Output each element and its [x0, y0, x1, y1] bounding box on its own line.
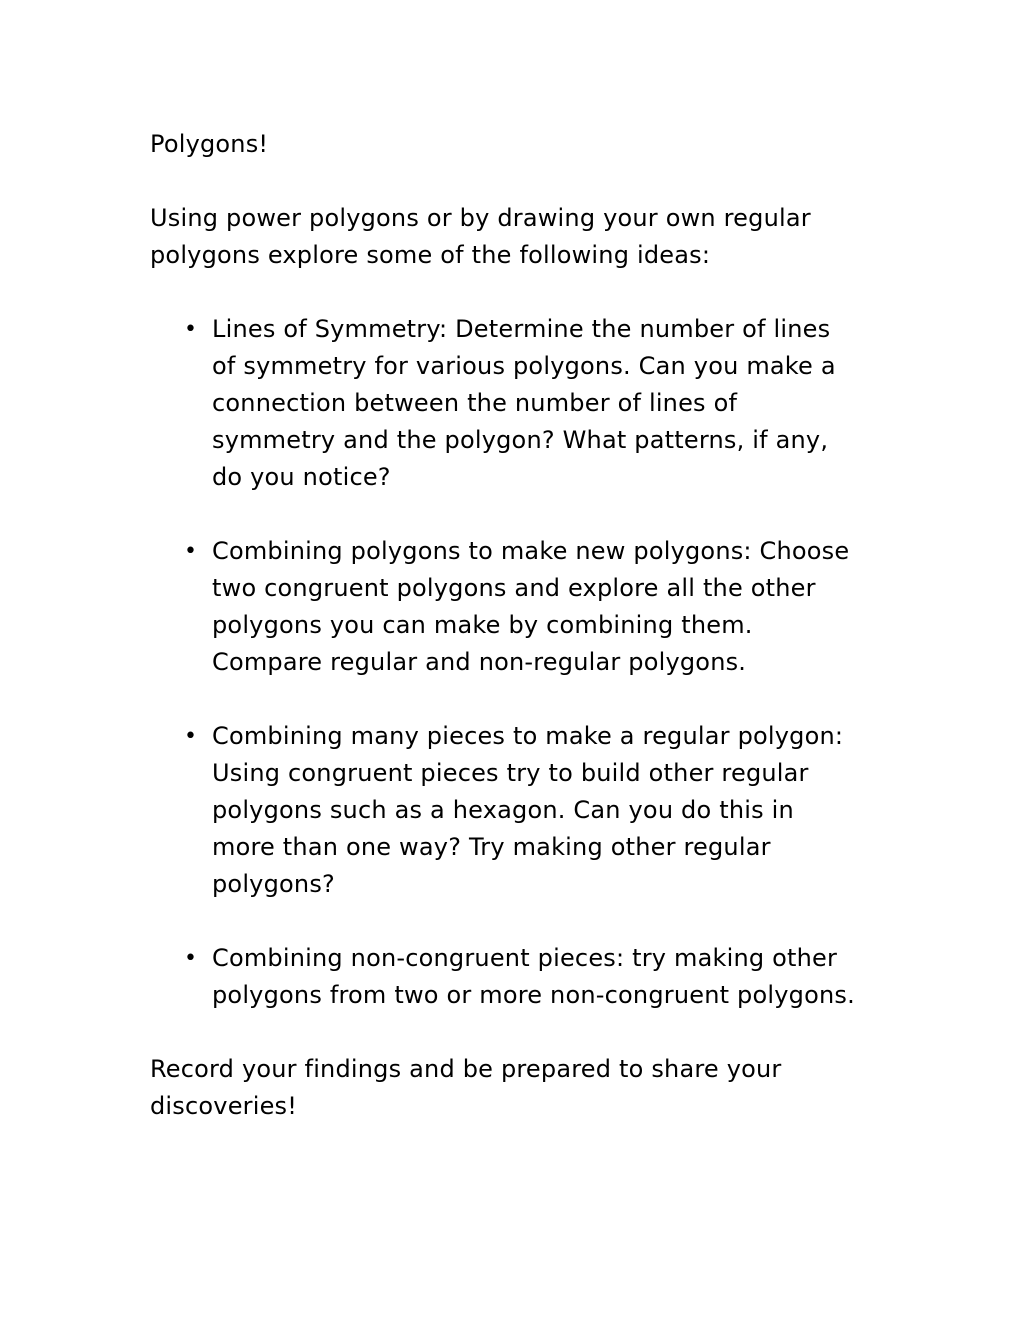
ideas-bullet-list — [184, 311, 870, 1014]
list-item — [184, 533, 859, 681]
bullet-icon: • — [184, 946, 198, 971]
bullet-icon: • — [184, 317, 198, 342]
list-item — [184, 311, 859, 496]
bullet-icon: • — [184, 724, 198, 749]
bullet-text-lines-of-symmetry: Lines of Symmetry: Determine the number of lines of symmetry for various polygons. Can you make a connection between the number of lines of symmetry and the polygon? What patterns, if any, do you notice? — [212, 315, 836, 491]
bullet-text-combining-many-pieces: Combining many pieces to make a regular polygon: Using congruent pieces try to build other regular polygons such as a hexagon. Can you do this in more than one way? Try making other regular polygons? — [212, 722, 844, 898]
closing-paragraph: Record your findings and be prepared to share your discoveries! — [150, 1055, 782, 1120]
list-item — [184, 940, 859, 1014]
intro-paragraph: Using power polygons or by drawing your own regular polygons explore some of the following ideas: — [150, 204, 811, 269]
bullet-icon: • — [184, 539, 198, 564]
list-item — [184, 718, 859, 903]
bullet-text-combining-polygons: Combining polygons to make new polygons: Choose two congruent polygons and explore all the other polygons you can make by combining them. Compare regular and non-regular polygons. — [212, 537, 850, 676]
bullet-text-combining-non-congruent: Combining non-congruent pieces: try making other polygons from two or more non-congruent polygons. — [212, 944, 855, 1009]
document-title: Polygons! — [150, 130, 269, 158]
